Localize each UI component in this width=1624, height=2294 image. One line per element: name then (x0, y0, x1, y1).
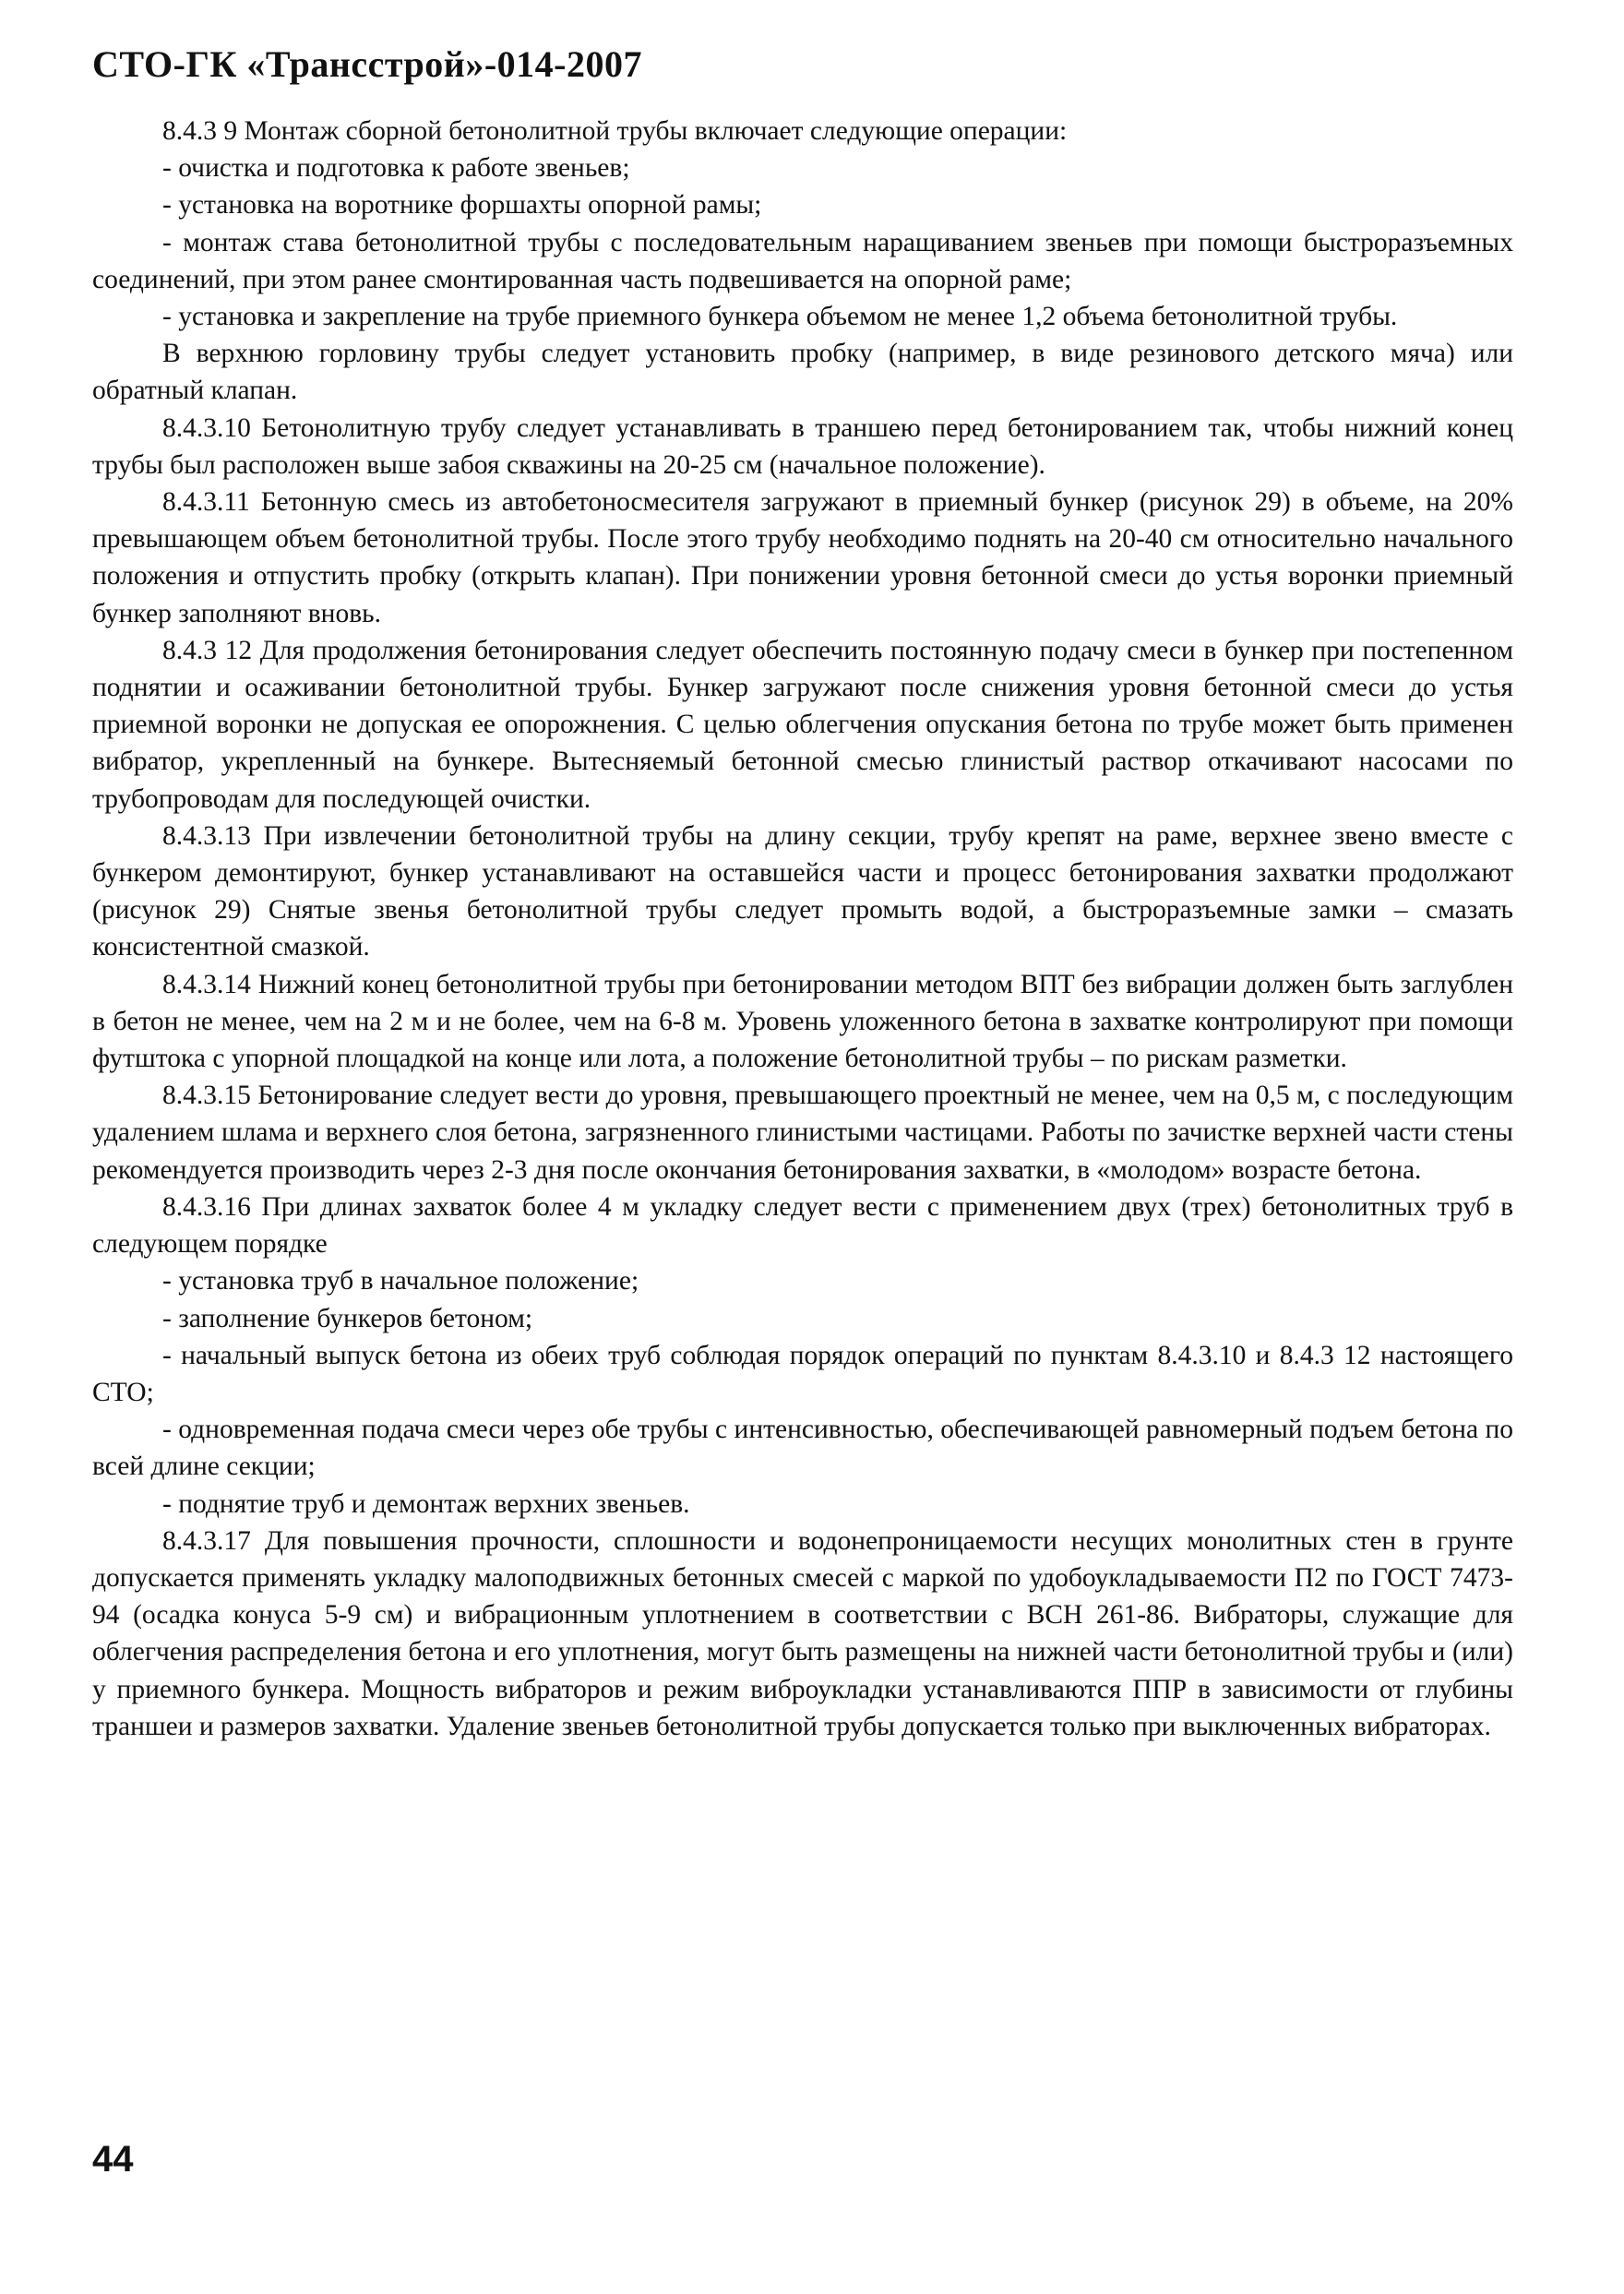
paragraph: В верхнюю горловину трубы следует установить пробку (например, в виде резинового детского мяча) или обратный клапан. (92, 339, 1513, 406)
document-header: СТО-ГК «Трансстрой»-014-2007 (92, 43, 642, 85)
paragraph: 8.4.3 12 Для продолжения бетонирования следует обеспечить постоянную подачу смеси в бункер при постепенном поднятии и осаживании бетонолитной трубы. Бункер загружают после снижения уровня бетонной смеси до устья приемной воронки не допуская ее опорожнения. С целью облегчения опускания бетона по трубе может быть применен вибратор, укрепленный на бункере. Вытесняемый бетонной смесью глинистый раствор откачивают насосами по трубопроводам для последующей очистки. (92, 635, 1513, 814)
list-item: - установка и закрепление на трубе приемного бункера объемом не менее 1,2 объема бетонолитной трубы. (162, 302, 1398, 332)
paragraph: 8.4.3.17 Для повышения прочности, сплошности и водонепроницаемости несущих монолитных стен в грунте допускается применять укладку малоподвижных бетонных смесей с маркой по удобоукладываемости П2 по ГОСТ 7473-94 (осадка конуса 5-9 см) и вибрационным уплотнением в соответствии с ВСН 261-86. Вибраторы, служащие для облегчения распределения бетона и его уплотнения, могут быть размещены на нижней части бетонолитной трубы и (или) у приемного бункера. Мощность вибраторов и режим виброукладки устанавливаются ППР в зависимости от глубины траншеи и размеров захватки. Удаление звеньев бетонолитной трубы допускается только при выключенных вибраторах. (92, 1525, 1513, 1741)
document-body (92, 113, 1513, 1745)
paragraph: 8.4.3 9 Монтаж сборной бетонолитной трубы включает следующие операции: (162, 116, 1068, 146)
list-item: - очистка и подготовка к работе звеньев; (162, 153, 630, 184)
paragraph: 8.4.3.10 Бетонолитную трубу следует устанавливать в траншею перед бетонированием так, чтобы нижний конец трубы был расположен выше забоя скважины на 20-25 см (начальное положение). (92, 412, 1513, 480)
paragraph: 8.4.3.14 Нижний конец бетонолитной трубы при бетонировании методом ВПТ без вибрации должен быть заглублен в бетон не менее, чем на 2 м и не более, чем на 6-8 м. Уровень уложенного бетона в захватке контролируют при помощи футштока с упорной площадкой на конце или лота, а положение бетонолитной трубы – по рискам разметки. (92, 969, 1513, 1074)
list-item: - заполнение бункеров бетоном; (162, 1303, 533, 1333)
paragraph: 8.4.3.16 При длинах захваток более 4 м укладку следует вести с применением двух (трех) бетонолитных труб в следующем порядке (92, 1191, 1513, 1260)
list-item: - одновременная подача смеси через обе трубы с интенсивностью, обеспечивающей равномерный подъем бетона по всей длине секции; (92, 1415, 1513, 1482)
list-item: - монтаж става бетонолитной трубы с последовательным наращиванием звеньев при помощи быстроразъемных соединений, при этом ранее смонтированная часть подвешивается на опорной раме; (92, 227, 1513, 294)
paragraph: 8.4.3.13 При извлечении бетонолитной трубы на длину секции, трубу крепят на раме, верхнее звено вместе с бункером демонтируют, бункер устанавливают на оставшейся части и процесс бетонирования захватки продолжают (рисунок 29) Снятые звенья бетонолитной трубы следует промыть водой, а быстроразъемные замки – смазать консистентной смазкой. (92, 820, 1513, 962)
paragraph: 8.4.3.15 Бетонирование следует вести до уровня, превышающего проектный не менее, чем на 0,5 м, с последующим удалением шлама и верхнего слоя бетона, загрязненного глинистыми частицами. Работы по зачистке верхней части стены рекомендуется производить через 2-3 дня после окончания бетонирования захватки, в «молодом» возрасте бетона. (92, 1081, 1513, 1185)
list-item: - поднятие труб и демонтаж верхних звеньев. (162, 1488, 690, 1519)
list-item: - установка на воротнике форшахты опорной рамы; (162, 190, 762, 221)
page-number: 44 (92, 2139, 134, 2180)
paragraph: 8.4.3.11 Бетонную смесь из автобетоносмесителя загружают в приемный бункер (рисунок 29) в объеме, на 20% превышающем объем бетонолитной трубы. После этого трубу необходимо поднять на 20-40 см относительно начального положения и отпустить пробку (открыть клапан). При понижении уровня бетонной смеси до устья воронки приемный бункер заполняют вновь. (92, 487, 1513, 628)
list-item: - установка труб в начальное положение; (162, 1266, 639, 1296)
list-item: - начальный выпуск бетона из обеих труб соблюдая порядок операций по пунктам 8.4.3.10 и 8.4.3 12 настоящего СТО; (92, 1340, 1513, 1407)
